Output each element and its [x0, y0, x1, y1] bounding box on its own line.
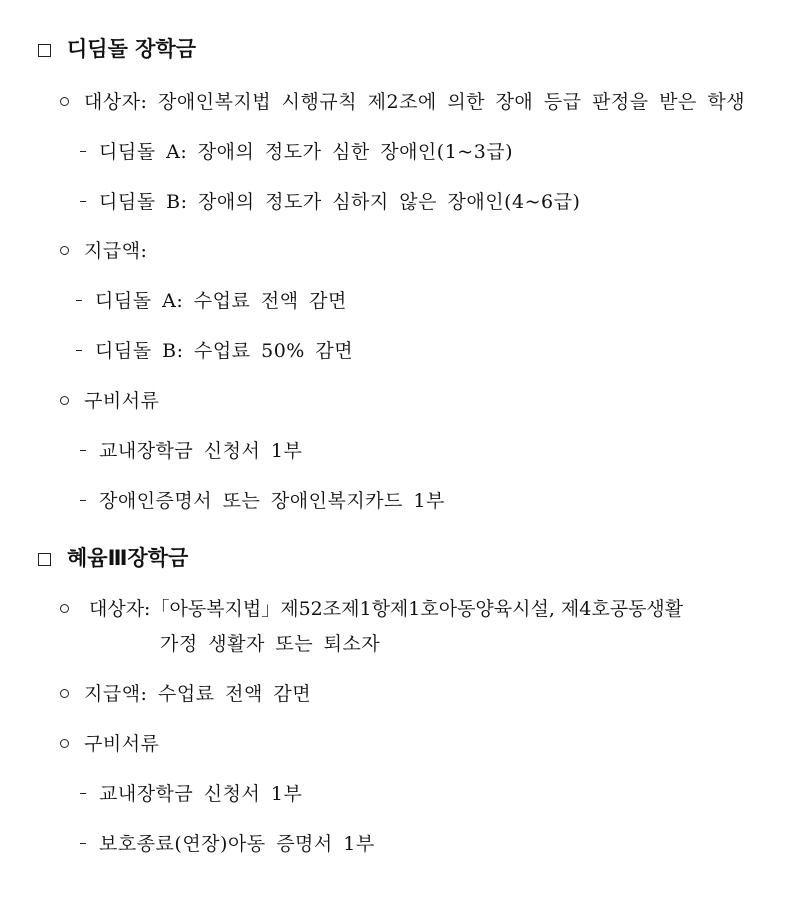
- dash-bullet-icon: [76, 350, 82, 351]
- docs-item: 구비서류: [60, 388, 159, 414]
- circle-bullet-icon: [60, 246, 69, 255]
- circle-bullet-icon: [60, 689, 69, 698]
- dash-bullet-icon: [80, 793, 86, 794]
- section-heading-hyeyum: [38, 545, 188, 571]
- dash-bullet-icon: [80, 201, 86, 202]
- section-title: 디딤돌 장학금: [67, 37, 197, 61]
- dash-bullet-icon: [80, 151, 86, 152]
- dash-bullet-icon: [80, 450, 86, 451]
- docs-subitem: 교내장학금 신청서 1부: [80, 781, 302, 807]
- target-text: 장애인복지법 시행규칙 제2조에 의한 장애 등급 판정을 받은 학생: [158, 91, 746, 113]
- docs-subitem: 장애인증명서 또는 장애인복지카드 1부: [80, 488, 445, 514]
- amount-item: 지급액: 수업료 전액 감면: [60, 681, 311, 707]
- target-label: 대상자:: [84, 91, 148, 113]
- docs-item: 구비서류: [60, 731, 159, 757]
- amount-subitem: 디딤돌 A: 수업료 전액 감면: [76, 288, 347, 314]
- checkbox-icon: [38, 553, 51, 566]
- target-subitem: 디딤돌 A: 장애의 정도가 심한 장애인(1~3급): [80, 139, 513, 165]
- section-heading-didimdol: [38, 36, 196, 62]
- circle-bullet-icon: [60, 396, 69, 405]
- checkbox-icon: [38, 44, 51, 57]
- circle-bullet-icon: [60, 739, 69, 748]
- amount-item: 지급액:: [60, 238, 147, 264]
- dash-bullet-icon: [80, 500, 86, 501]
- target-item: [60, 89, 745, 115]
- circle-bullet-icon: [60, 97, 69, 106]
- docs-subitem: 보호종료(연장)아동 증명서 1부: [80, 831, 375, 857]
- circle-bullet-icon: [60, 604, 69, 613]
- section-title: 혜윰Ⅲ장학금: [67, 546, 189, 570]
- target-item: 대상자:「아동복지법」제52조제1항제1호아동양육시설, 제4호공동생활: [60, 596, 683, 622]
- target-item-continued: 가정 생활자 또는 퇴소자: [160, 633, 381, 655]
- target-subitem: 디딤돌 B: 장애의 정도가 심하지 않은 장애인(4~6급): [80, 189, 580, 215]
- amount-subitem: 디딤돌 B: 수업료 50% 감면: [76, 338, 353, 364]
- docs-subitem: 교내장학금 신청서 1부: [80, 438, 302, 464]
- dash-bullet-icon: [76, 300, 82, 301]
- dash-bullet-icon: [80, 843, 86, 844]
